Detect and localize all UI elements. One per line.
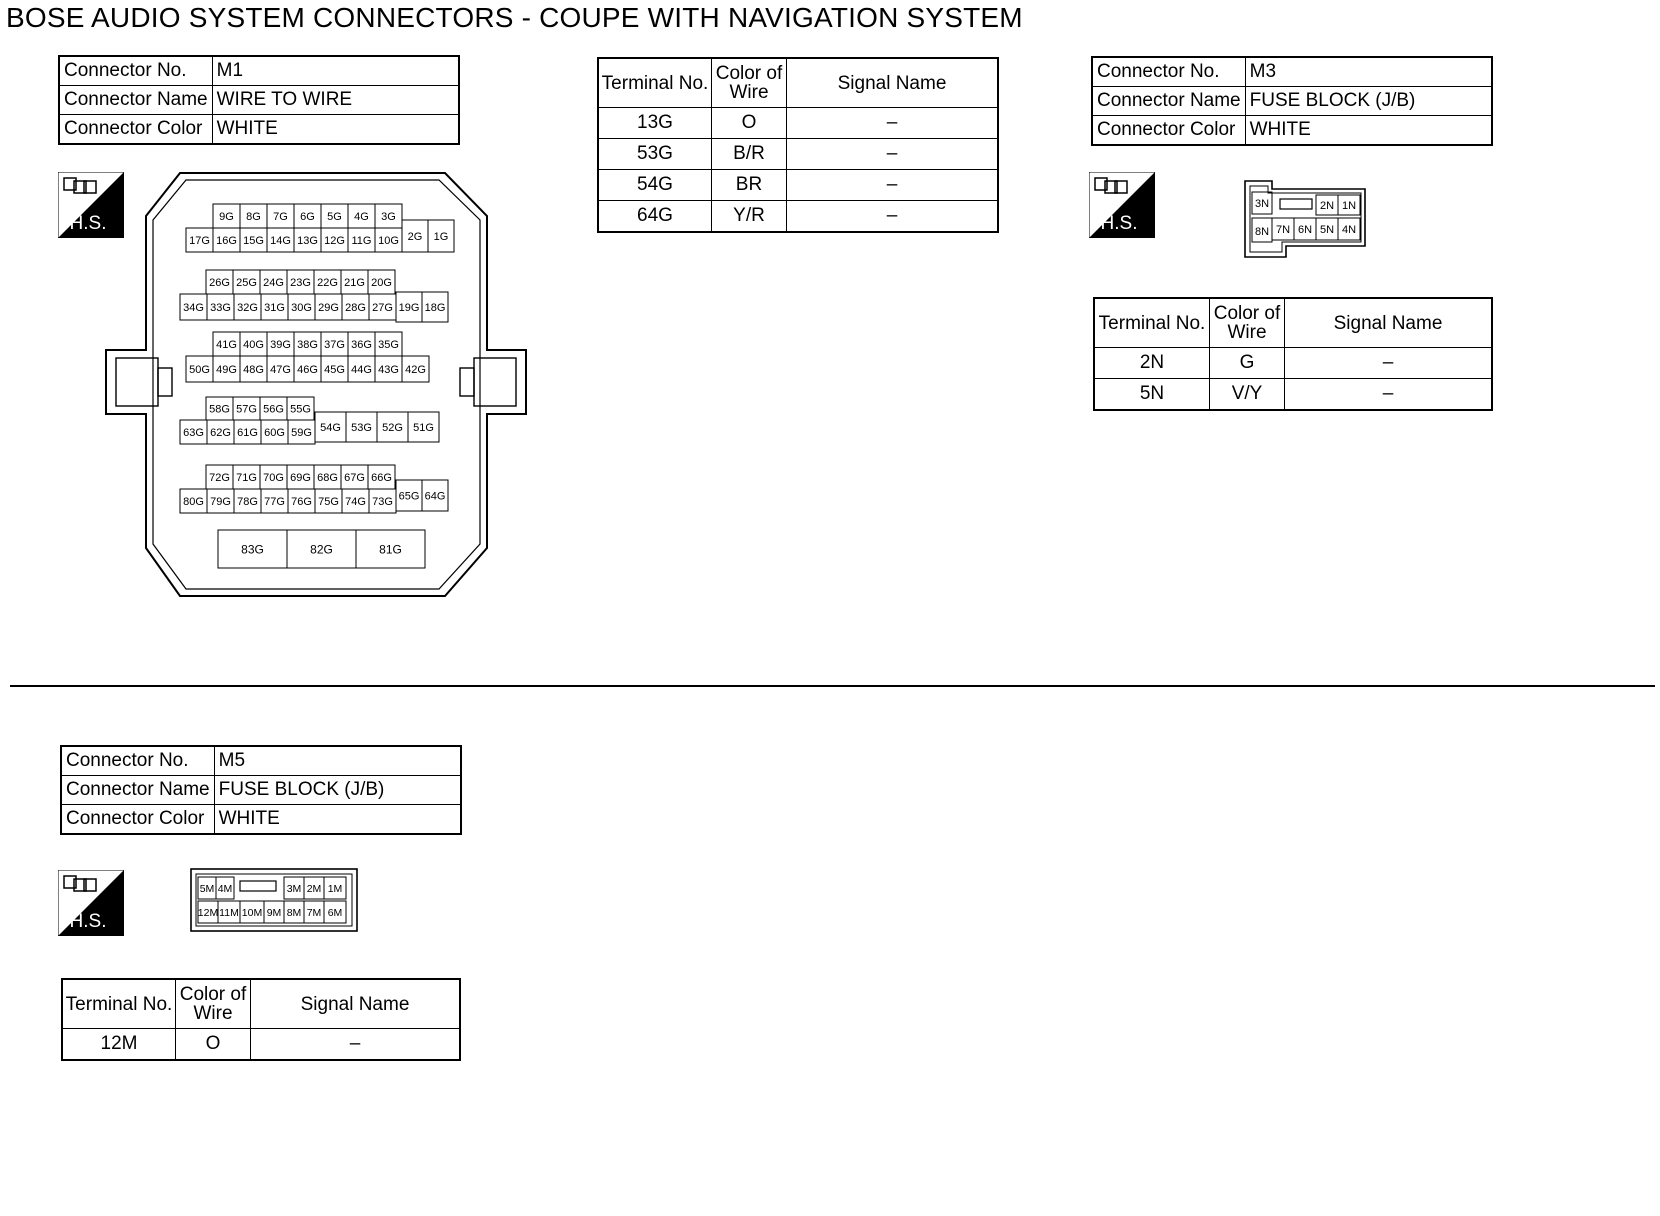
m1-pin-label: 26G xyxy=(209,277,230,290)
m1-pin-label: 61G xyxy=(237,427,258,440)
m1-pin-label: 15G xyxy=(243,235,264,248)
m1-pin-label: 13G xyxy=(297,235,318,248)
hs-label: H.S. xyxy=(69,911,107,932)
m5-key-slot xyxy=(240,881,276,891)
m5-pin: 12M xyxy=(197,907,219,919)
m1-pin-label: 1G xyxy=(433,231,449,244)
connector-no-label: Connector No. xyxy=(61,746,214,776)
m1-pin-label: 82G xyxy=(310,542,333,557)
signal-name: – xyxy=(1285,379,1493,411)
m3-connector-face xyxy=(1242,178,1370,260)
signal-name: – xyxy=(787,108,999,139)
signal-name-header: Signal Name xyxy=(1285,298,1493,348)
table-row xyxy=(598,108,998,139)
m1-pin-label: 70G xyxy=(263,472,284,485)
m1-pin-label: 68G xyxy=(317,472,338,485)
m5-pin: 11M xyxy=(219,907,239,919)
m1-pin-label: 39G xyxy=(270,339,291,352)
m1-pin-label: 57G xyxy=(236,403,257,416)
m5-harness-side-icon xyxy=(58,870,124,936)
m1-pin-label: 54G xyxy=(320,422,341,435)
terminal-no: 54G xyxy=(598,170,712,201)
m1-pin-label: 5G xyxy=(327,211,342,224)
m1-pin-label: 34G xyxy=(183,302,204,315)
terminal-no: 53G xyxy=(598,139,712,170)
connector-name-label: Connector Name xyxy=(61,776,214,805)
m1-pin-label: 63G xyxy=(183,427,204,440)
m1-pin-label: 51G xyxy=(413,422,434,435)
m3-pin: 4N xyxy=(1341,224,1357,236)
m1-pin-label: 48G xyxy=(243,364,264,377)
m3-pin: 2N xyxy=(1319,200,1335,212)
m1-pin-label: 32G xyxy=(237,302,258,315)
m1-pin-label: 80G xyxy=(183,496,204,509)
m1-pin-label: 67G xyxy=(344,472,365,485)
m5-pin: 10M xyxy=(241,907,263,919)
signal-name: – xyxy=(787,170,999,201)
m5-pin: 8M xyxy=(286,907,302,919)
m1-pin-label: 74G xyxy=(345,496,366,509)
connector-name-label: Connector Name xyxy=(59,86,212,115)
m1-pin-label: 79G xyxy=(210,496,231,509)
m1-pin-label: 55G xyxy=(290,403,311,416)
m3-pin: 7N xyxy=(1275,224,1291,236)
connector-no-label: Connector No. xyxy=(1092,57,1245,87)
connector-color-label: Connector Color xyxy=(1092,116,1245,146)
m1-pin-label: 43G xyxy=(378,364,399,377)
table-row xyxy=(598,201,998,233)
m1-connector-name: WIRE TO WIRE xyxy=(212,86,459,115)
signal-name: – xyxy=(787,201,999,233)
table-row xyxy=(62,1029,460,1061)
m3-connector-name: FUSE BLOCK (J/B) xyxy=(1245,87,1492,116)
wire-color: O xyxy=(176,1029,251,1061)
m1-pin-label: 17G xyxy=(189,235,210,248)
m1-pin-label: 21G xyxy=(344,277,365,290)
m1-pin-label: 59G xyxy=(291,427,312,440)
m1-pin-label: 53G xyxy=(351,422,372,435)
wire-color: G xyxy=(1210,348,1285,379)
m3-pin: 6N xyxy=(1297,224,1313,236)
m1-pin-label: 25G xyxy=(236,277,257,290)
m1-connector-face xyxy=(100,170,532,600)
table-row xyxy=(598,139,998,170)
terminal-no-header: Terminal No. xyxy=(598,58,712,108)
m5-pin: 1M xyxy=(327,883,343,895)
m3-connector-no: M3 xyxy=(1245,57,1492,87)
m5-connector-color: WHITE xyxy=(214,805,461,835)
m1-pin-label: 45G xyxy=(324,364,345,377)
m1-connector-color: WHITE xyxy=(212,115,459,145)
m1-pin-label: 4G xyxy=(354,211,369,224)
m1-pin-label: 11G xyxy=(351,235,372,248)
m1-pin-label: 69G xyxy=(290,472,311,485)
m1-pin-label: 38G xyxy=(297,339,318,352)
m5-pin: 6M xyxy=(327,907,343,919)
m1-pin-label: 36G xyxy=(351,339,372,352)
connector-no-label: Connector No. xyxy=(59,56,212,86)
m5-pin: 7M xyxy=(306,907,322,919)
m5-pin: 3M xyxy=(286,883,302,895)
m1-pin-label: 10G xyxy=(378,235,399,248)
m1-pin-label: 14G xyxy=(270,235,291,248)
terminal-no-header: Terminal No. xyxy=(62,979,176,1029)
signal-name-header: Signal Name xyxy=(787,58,999,108)
m1-pin-label: 47G xyxy=(270,364,291,377)
m1-pin-label: 60G xyxy=(264,427,285,440)
m1-pin-label: 49G xyxy=(216,364,237,377)
m1-pin-label: 72G xyxy=(209,472,230,485)
color-of-wire-header: Color of Wire xyxy=(712,58,787,108)
m1-pin-label: 9G xyxy=(219,211,234,224)
wire-color: V/Y xyxy=(1210,379,1285,411)
m1-terminal-table xyxy=(597,57,999,233)
wire-color: B/R xyxy=(712,139,787,170)
m1-pin-label: 65G xyxy=(398,490,420,503)
wire-color: BR xyxy=(712,170,787,201)
table-row xyxy=(1094,379,1492,411)
m1-pin-label: 23G xyxy=(290,277,311,290)
m1-pin-label: 44G xyxy=(351,364,372,377)
page-title: BOSE AUDIO SYSTEM CONNECTORS - COUPE WITH NAVIGATION SYSTEM xyxy=(6,2,1023,33)
m5-pin: 9M xyxy=(266,907,282,919)
m1-pin-label: 31G xyxy=(264,302,285,315)
m1-pin-label: 37G xyxy=(324,339,345,352)
m1-pin-label: 42G xyxy=(405,364,426,377)
m5-connector-name: FUSE BLOCK (J/B) xyxy=(214,776,461,805)
signal-name: – xyxy=(1285,348,1493,379)
m1-pin-label: 56G xyxy=(263,403,284,416)
m1-pin-label: 81G xyxy=(379,542,402,557)
signal-name: – xyxy=(251,1029,461,1061)
m1-pin-label: 22G xyxy=(317,277,338,290)
m1-pin-label: 58G xyxy=(209,403,230,416)
m1-pin-label: 6G xyxy=(300,211,315,224)
hs-label: H.S. xyxy=(69,213,107,234)
m5-info-table xyxy=(60,745,462,835)
signal-name: – xyxy=(787,139,999,170)
m3-harness-side-icon xyxy=(1089,172,1155,238)
m5-connector-no: M5 xyxy=(214,746,461,776)
m1-pin-label: 27G xyxy=(372,302,393,315)
m1-pin-label: 12G xyxy=(324,235,345,248)
table-row xyxy=(598,170,998,201)
m1-pin-label: 46G xyxy=(297,364,318,377)
terminal-no: 12M xyxy=(62,1029,176,1061)
m1-pin-label: 50G xyxy=(189,364,210,377)
m5-connector-face xyxy=(190,868,358,932)
m1-pin-label: 24G xyxy=(263,277,284,290)
m3-key-slot xyxy=(1280,199,1312,209)
m1-pin-label: 62G xyxy=(210,427,231,440)
color-of-wire-header: Color of Wire xyxy=(176,979,251,1029)
connector-color-label: Connector Color xyxy=(59,115,212,145)
hs-label: H.S. xyxy=(1100,213,1138,234)
m1-pin-label: 41G xyxy=(216,339,237,352)
m5-pin: 4M xyxy=(217,883,233,895)
m1-pin-label: 8G xyxy=(246,211,261,224)
m1-connector-no: M1 xyxy=(212,56,459,86)
m3-connector-color: WHITE xyxy=(1245,116,1492,146)
m1-pin-label: 83G xyxy=(241,542,264,557)
m1-pin-label: 78G xyxy=(237,496,258,509)
m1-pin-label: 18G xyxy=(424,302,446,315)
m3-pin: 1N xyxy=(1341,200,1357,212)
m5-pin: 5M xyxy=(199,883,215,895)
m3-pin: 8N xyxy=(1254,226,1270,238)
m1-pin-label: 3G xyxy=(381,211,396,224)
m1-pin-label: 20G xyxy=(371,277,392,290)
terminal-no: 13G xyxy=(598,108,712,139)
m1-pin-label: 16G xyxy=(216,235,237,248)
terminal-no: 5N xyxy=(1094,379,1210,411)
m5-pin: 2M xyxy=(306,883,322,895)
m3-pin: 5N xyxy=(1319,224,1335,236)
m1-pin-label: 7G xyxy=(273,211,288,224)
terminal-no-header: Terminal No. xyxy=(1094,298,1210,348)
m1-pin-label: 71G xyxy=(236,472,257,485)
m1-pin-label: 28G xyxy=(345,302,366,315)
connector-color-label: Connector Color xyxy=(61,805,214,835)
m5-terminal-table xyxy=(61,978,461,1061)
m1-info-table xyxy=(58,55,460,145)
m1-pin-label: 52G xyxy=(382,422,403,435)
connector-name-label: Connector Name xyxy=(1092,87,1245,116)
m1-pin-label: 30G xyxy=(291,302,312,315)
m1-pin-label: 75G xyxy=(318,496,339,509)
wire-color: Y/R xyxy=(712,201,787,233)
m1-pin-label: 35G xyxy=(378,339,399,352)
section-divider xyxy=(10,685,1655,687)
terminal-no: 64G xyxy=(598,201,712,233)
m1-pin-label: 73G xyxy=(372,496,393,509)
m1-pin-label: 76G xyxy=(291,496,312,509)
terminal-no: 2N xyxy=(1094,348,1210,379)
m3-info-table xyxy=(1091,56,1493,146)
m1-pin-label: 64G xyxy=(424,490,446,503)
m1-pin-label: 19G xyxy=(398,302,420,315)
wire-color: O xyxy=(712,108,787,139)
table-row xyxy=(1094,348,1492,379)
signal-name-header: Signal Name xyxy=(251,979,461,1029)
m1-pin-label: 40G xyxy=(243,339,264,352)
m1-pin-label: 33G xyxy=(210,302,231,315)
color-of-wire-header: Color of Wire xyxy=(1210,298,1285,348)
m1-pin-label: 2G xyxy=(407,231,423,244)
m3-terminal-table xyxy=(1093,297,1493,411)
m3-pin: 3N xyxy=(1254,198,1270,210)
m1-pin-label: 66G xyxy=(371,472,392,485)
m1-pin-label: 29G xyxy=(318,302,339,315)
m1-pin-label: 77G xyxy=(264,496,285,509)
